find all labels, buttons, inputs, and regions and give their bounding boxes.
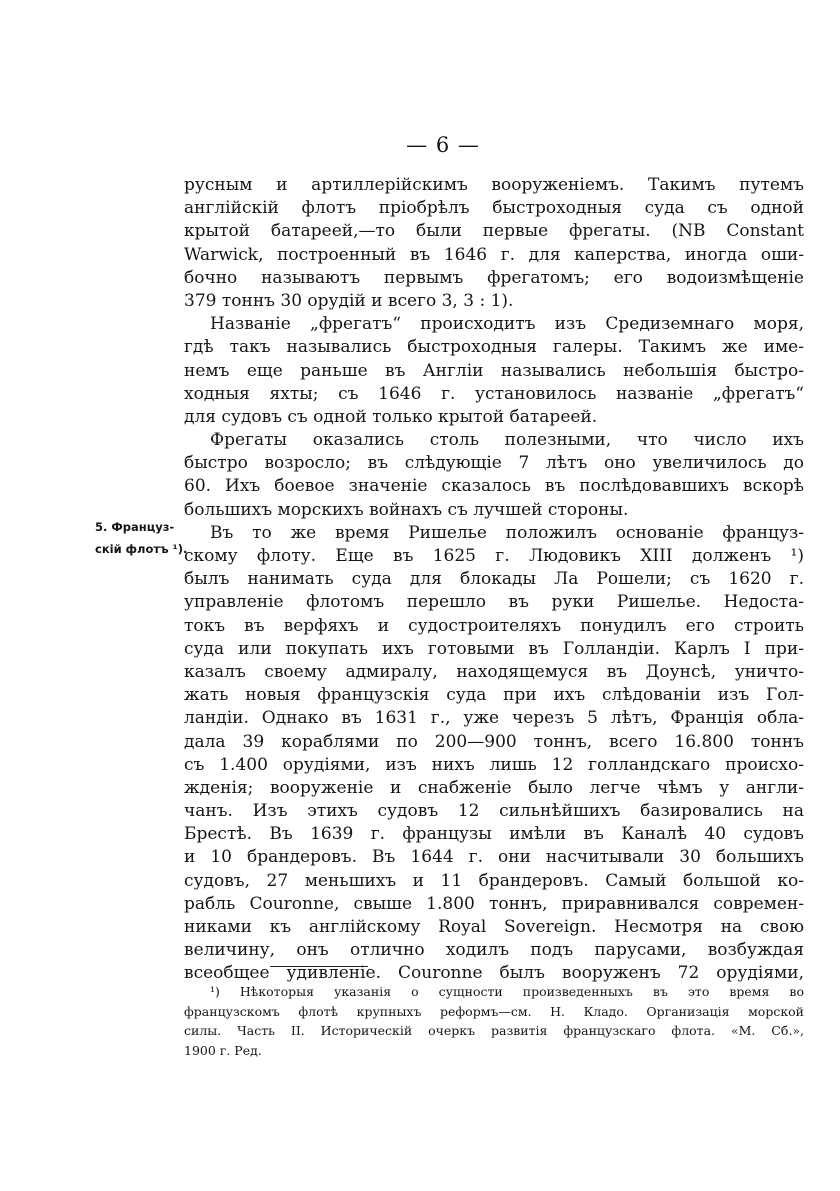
- text-line: англійскій флотъ пріобрѣлъ быстроходныя суда съ одной: [184, 198, 804, 219]
- text-line: гдѣ такъ назывались быстроходныя галеры. Такимъ же име-: [184, 337, 804, 358]
- footnote-line: 1900 г. Ред.: [184, 1042, 262, 1058]
- margin-note-line: 5. Француз-: [95, 520, 175, 534]
- body-text: [184, 174, 804, 986]
- text-line: управленіе флотомъ перешло въ руки Ришелье. Недоста-: [184, 592, 804, 613]
- text-line: крытой батареей,—то были первые фрегаты. (NB Constant: [184, 221, 804, 242]
- text-line: Warwick, построенный въ 1646 г. для каперства, иногда оши-: [184, 244, 804, 265]
- footnote-line: французскомъ флотѣ крупныхъ реформъ—см. Н. Кладо. Организація морской: [184, 1003, 804, 1019]
- text-line: 379 тоннъ 30 орудій и всего 3, 3 : 1).: [184, 290, 514, 311]
- text-line: скому флоту. Еще въ 1625 г. Людовикъ XIII долженъ ¹): [184, 546, 804, 566]
- text-line: суда или покупать ихъ готовыми въ Голландіи. Карлъ I при-: [184, 638, 804, 659]
- text-line: жать новыя французскія суда при ихъ слѣдованіи изъ Гол-: [184, 685, 804, 706]
- text-line: немъ еще раньше въ Англіи назывались небольшія быстро-: [184, 360, 804, 381]
- text-line: ходныя яхты; съ 1646 г. установилось названіе „фрегатъ“: [184, 383, 804, 404]
- text-line: рабль Couronne, свыше 1.800 тоннъ, приравнивался современ-: [184, 893, 804, 914]
- text-line: бочно называютъ первымъ фрегатомъ; его водоизмѣщеніе: [184, 267, 804, 288]
- text-line: чанъ. Изъ этихъ судовъ 12 сильнѣйшихъ базировались на: [184, 801, 804, 822]
- page-number: — 6 —: [406, 133, 480, 157]
- text-line: Фрегаты оказались столь полезными, что число ихъ: [210, 430, 804, 451]
- text-line: для судовъ съ одной только крытой батареей.: [184, 406, 598, 427]
- text-line: русным и артиллерійскимъ вооруженіемъ. Такимъ путемъ: [184, 175, 804, 195]
- text-line: и 10 брандеровъ. Въ 1644 г. они насчитывали 30 большихъ: [184, 847, 804, 868]
- text-line: токъ въ верфяхъ и судостроителяхъ понудилъ его строить: [184, 615, 804, 636]
- text-line: казалъ своему адмиралу, находящемуся въ Доунсѣ, уничто-: [184, 661, 804, 682]
- text-line: съ 1.400 орудіями, изъ нихъ лишь 12 голландскаго происхо-: [184, 754, 804, 775]
- margin-note: [95, 516, 187, 560]
- text-line: 60. Ихъ боевое значеніе сказалось въ послѣдовавшихъ вскорѣ: [184, 476, 804, 497]
- text-line: былъ нанимать суда для блокады Ла Рошели; съ 1620 г.: [184, 569, 804, 590]
- footnote-line: ¹) Нѣкоторыя указанія о сущности произведенныхъ въ это время во: [210, 984, 804, 999]
- text-line: Названіе „фрегатъ“ происходитъ изъ Средиземнаго моря,: [210, 314, 804, 335]
- text-line: дала 39 кораблями по 200—900 тоннъ, всего 16.800 тоннъ: [184, 731, 804, 752]
- text-line: жденія; вооруженіе и снабженіе было легче чѣмъ у англи-: [184, 777, 804, 798]
- footnote-line: силы. Часть II. Историческій очеркъ развитія французскаго флота. «М. Сб.»,: [184, 1023, 804, 1038]
- footnote-divider: [270, 966, 368, 967]
- text-line: судовъ, 27 меньшихъ и 11 брандеровъ. Самый большой ко-: [184, 870, 804, 891]
- text-line: всеобщее удивленіе. Couronne былъ вооруженъ 72 орудіями,: [184, 963, 804, 984]
- footnote: [184, 982, 804, 1060]
- text-line: быстро возросло; въ слѣдующіе 7 лѣтъ оно увеличилось до: [184, 453, 804, 474]
- text-line: Брестѣ. Въ 1639 г. французы имѣли въ Каналѣ 40 судовъ: [184, 824, 804, 845]
- text-line: большихъ морскихъ войнахъ съ лучшей стороны.: [184, 499, 629, 520]
- margin-note-line: скій флотъ ¹).: [95, 542, 188, 556]
- text-line: величину, онъ отлично ходилъ подъ парусами, возбуждая: [184, 940, 804, 961]
- text-line: Въ то же время Ришелье положилъ основаніе француз-: [210, 522, 804, 543]
- text-line: никами къ англійскому Royal Sovereign. Несмотря на свою: [184, 917, 804, 937]
- text-line: ландіи. Однако въ 1631 г., уже черезъ 5 лѣтъ, Франція обла-: [184, 708, 804, 729]
